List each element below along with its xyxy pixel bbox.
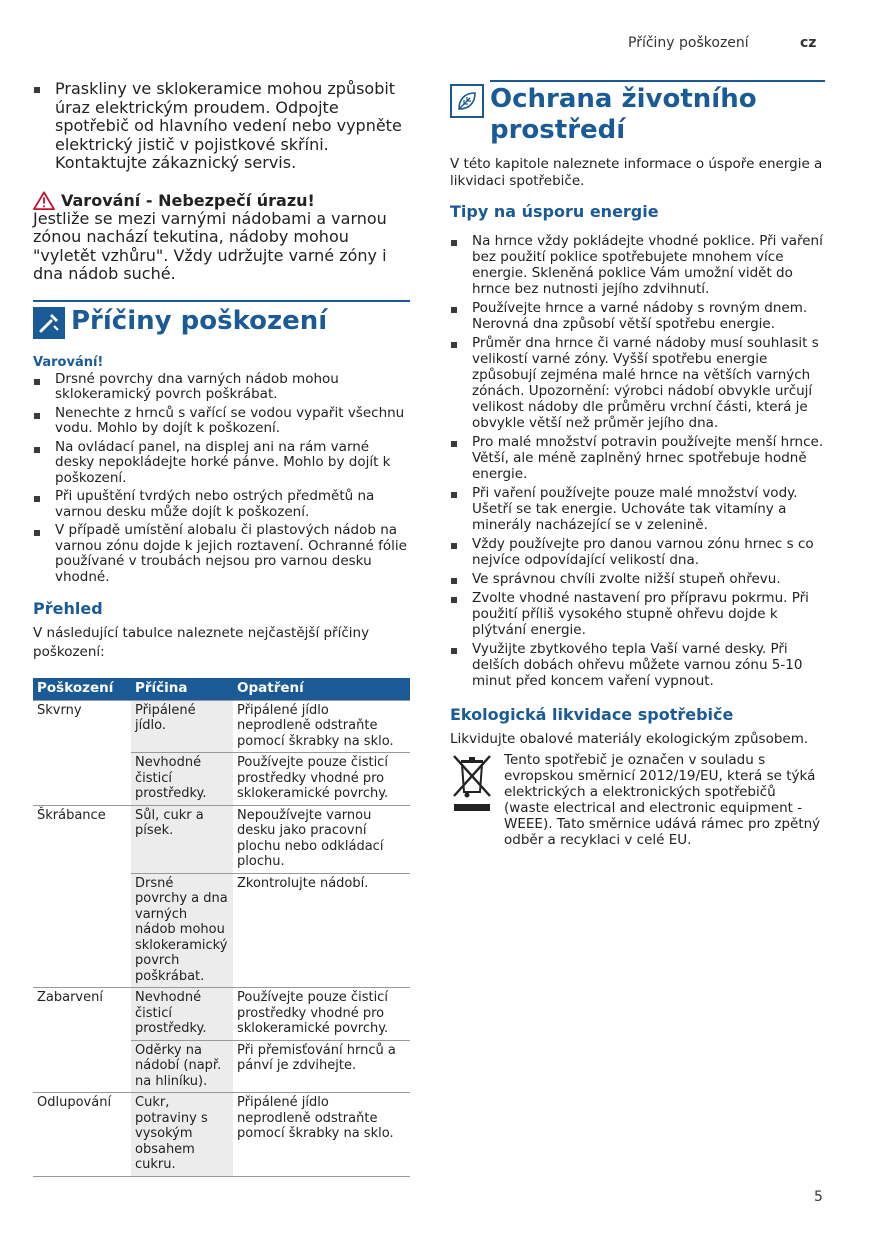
page-number: 5 (814, 1189, 823, 1205)
damage-cell: Skvrny (33, 700, 131, 753)
bullet-square-icon (451, 578, 457, 584)
table-row (33, 988, 410, 1041)
table-row (33, 873, 410, 988)
repair-tools-icon (33, 307, 65, 339)
warning-heading: Varování - Nebezpečí úrazu! (33, 191, 410, 210)
table-row (33, 805, 410, 873)
bullet-square-icon (34, 530, 40, 536)
cause-cell: Připálené jídlo. (131, 700, 233, 753)
measure-cell: Nepoužívejte varnou desku jako pracovní plochu nebo odkládací plochu. (233, 805, 410, 873)
list-item: Drsné povrchy dna varných nádob mohou sklokeramický povrch poškrábat. (33, 372, 410, 403)
measure-cell: Připálené jídlo neprodleně odstraňte pomocí škrabky na sklo. (233, 700, 410, 753)
bullet-square-icon (451, 240, 457, 246)
tips-heading: Tipy na úsporu energie (450, 202, 659, 221)
bullet-square-icon (34, 447, 40, 453)
list-item: Zvolte vhodné nastavení pro přípravu pokrmu. Při použití příliš vysokého stupně ohřevu dojde k plýtvání energie. (450, 590, 825, 638)
header-language: cz (800, 35, 817, 51)
list-item: Při upuštění tvrdých nebo ostrých předmětů na varnou desku může dojít k poškození. (33, 489, 410, 520)
damage-cell (33, 1040, 131, 1093)
list-item: Při vaření používejte pouze malé množství vody. Ušetří se tak energie. Uchováte tak vitamíny a minerály nacházející se v zelenině. (450, 485, 825, 533)
damage-cell (33, 873, 131, 988)
table-row (33, 753, 410, 806)
damage-cell: Odlupování (33, 1093, 131, 1177)
list-item: Vždy používejte pro danou varnou zónu hrnec s co nejvíce odpovídající velikostí dna. (450, 536, 825, 568)
table-row (33, 700, 410, 753)
damage-cell (33, 753, 131, 806)
column-header: Opatření (233, 678, 410, 700)
bullet-square-icon (451, 441, 457, 447)
measure-cell: Používejte pouze čisticí prostředky vhodné pro sklokeramické povrchy. (233, 753, 410, 806)
warning-triangle-icon (33, 191, 55, 210)
measure-cell: Při přemisťování hrnců a pánví je zdvihejte. (233, 1040, 410, 1093)
cause-cell: Drsné povrchy a dna varných nádob mohou sklokeramický povrch poškrábat. (131, 873, 233, 988)
weee-bin-icon (450, 752, 494, 814)
section-heading-environment (450, 80, 825, 146)
measure-cell: Zkontrolujte nádobí. (233, 873, 410, 988)
bullet-square-icon (34, 379, 40, 385)
overview-text: V následující tabulce naleznete nejčastější příčiny poškození: (33, 625, 370, 660)
bullet-square-icon (34, 413, 40, 419)
damage-cell: Zabarvení (33, 988, 131, 1041)
list-item: Používejte hrnce a varné nádoby s rovným dnem. Nerovná dna způsobí větší spotřebu energie. (450, 300, 825, 332)
table-row (33, 1093, 410, 1177)
header-chapter-title: Příčiny poškození (628, 35, 749, 51)
cause-cell: Nevhodné čisticí prostředky. (131, 988, 233, 1041)
section-heading-damage (33, 300, 410, 339)
list-item: Nenechte z hrnců s vařící se vodou vypařit všechnu vodu. Mohlo by dojít k poškození. (33, 406, 410, 437)
list-item: Pro malé množství potravin používejte menší hrnce. Větší, ale méně zaplněný hrnec spotřebuje hodně energie. (450, 434, 825, 482)
section-title: Příčiny poškození (71, 305, 328, 336)
list-item: Ve správnou chvíli zvolte nižší stupeň ohřevu. (450, 571, 825, 587)
table-header-row (33, 678, 410, 700)
bullet-square-icon (451, 543, 457, 549)
weee-block (450, 752, 825, 848)
measure-cell: Připálené jídlo neprodleně odstraňte pomocí škrabky na sklo. (233, 1093, 410, 1177)
bullet-square-icon (34, 496, 40, 502)
list-item: Využijte zbytkového tepla Vaší varné desky. Při delších dobách ohřevu můžete varnou zónu 5-10 minut před koncem vaření vypnout. (450, 641, 825, 689)
weee-text: Tento spotřebič je označen v souladu s evropskou směrnicí 2012/19/EU, která se týká elektrických a elektronických spotřebičů (waste electrical and electronic equipment - WEEE). Tato směrnice udává rámec pro zpětný odběr a recyklaci v celé EU. (504, 752, 821, 848)
table-row (33, 1040, 410, 1093)
warning-label: Varování! (33, 354, 104, 370)
environment-intro: V této kapitole naleznete informace o úspoře energie a likvidaci spotřebiče. (450, 156, 823, 189)
bullet-square-icon (451, 597, 457, 603)
intro-bullet-list (33, 80, 410, 173)
bullet-square-icon (451, 648, 457, 654)
list-item: Praskliny ve sklokeramice mohou způsobit úraz elektrickým proudem. Odpojte spotřebič od hlavního vedení nebo vypněte elektrický jistič v pojistkové skříni. Kontaktujte zákaznický servis. (33, 80, 410, 173)
right-column (450, 80, 825, 848)
tips-list (450, 233, 825, 689)
damage-table (33, 678, 410, 1177)
leaf-icon (450, 84, 484, 118)
cause-cell: Nevhodné čisticí prostředky. (131, 753, 233, 806)
cause-cell: Cukr, potraviny s vysokým obsahem cukru. (131, 1093, 233, 1177)
list-item: Na hrnce vždy pokládejte vhodné poklice. Při vaření bez použití poklice spotřebujete mnohem více energie. Skleněná poklice Vám umožní vidět do hrnce bez nutnosti jejího zdvihnutí. (450, 233, 825, 297)
section-title: Ochrana životního prostředí (490, 84, 757, 145)
bullet-square-icon (451, 342, 457, 348)
warning-text: Jestliže se mezi varnými nádobami a varnou zónou nachází tekutina, nádoby mohou "vyletět vzhůru". Vždy udržujte varné zóny i dna nádob suché. (33, 208, 387, 283)
list-item: Na ovládací panel, na displej ani na rám varné desky nepokládejte horké pánve. Mohlo by dojít k poškození. (33, 440, 410, 487)
list-item: V případě umístění alobalu či plastových nádob na varnou zónu dojde k jejich roztavení. Ochranné fólie používané v troubách nejsou pro varnou desku vhodné. (33, 523, 410, 585)
column-header: Poškození (33, 678, 131, 700)
overview-heading: Přehled (33, 599, 103, 618)
cause-cell: Sůl, cukr a písek. (131, 805, 233, 873)
column-header: Příčina (131, 678, 233, 700)
cause-cell: Oděrky na nádobí (např. na hliníku). (131, 1040, 233, 1093)
warning-list (33, 372, 410, 586)
bullet-square-icon (451, 492, 457, 498)
damage-cell: Škrábance (33, 805, 131, 873)
left-column (33, 80, 410, 1177)
disposal-intro: Likvidujte obalové materiály ekologickým způsobem. (450, 731, 809, 747)
measure-cell: Používejte pouze čisticí prostředky vhodné pro sklokeramické povrchy. (233, 988, 410, 1041)
bullet-square-icon (34, 87, 40, 93)
list-item: Průměr dna hrnce či varné nádoby musí souhlasit s velikostí varné zóny. Vyšší spotřebu energie způsobují zejména malé hrnce na větších varných zónách. Upozornění: výrobci nádobí obvykle určují velikost nádoby dle průměru vrchní části, která je obvykle větší než průměr jejího dna. (450, 335, 825, 431)
disposal-heading: Ekologická likvidace spotřebiče (450, 705, 734, 724)
bullet-square-icon (451, 307, 457, 313)
